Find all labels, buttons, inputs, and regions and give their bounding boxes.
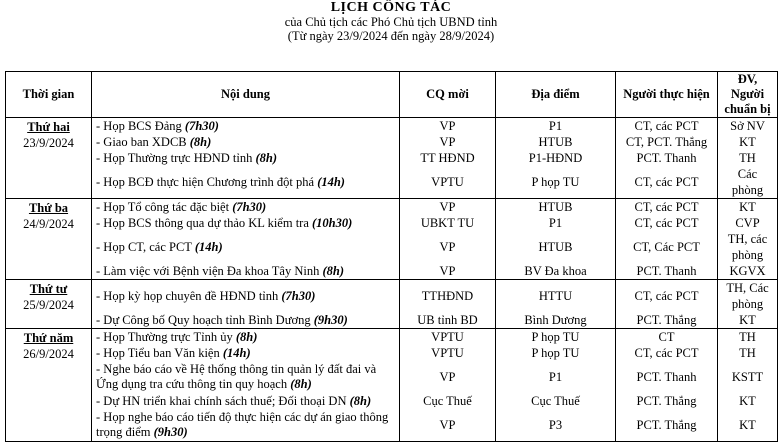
executor-cell: CT, các PCT (616, 166, 718, 199)
content-time: (8h) (255, 151, 278, 165)
table-row (6, 134, 778, 150)
location-cell: P1 (496, 215, 616, 231)
content-time: (14h) (317, 175, 345, 189)
preparer-cell: CVP (718, 215, 778, 231)
location-cell: P họp TU (496, 329, 616, 346)
table-header-row (6, 72, 778, 118)
location-cell: BV Đa khoa (496, 263, 616, 280)
executor-cell: CT, các PCT (616, 199, 718, 216)
doc-date-range: (Từ ngày 23/9/2024 đến ngày 28/9/2024) (287, 29, 495, 43)
inviter-cell: UB tỉnh BD (400, 312, 496, 329)
content-cell (92, 215, 400, 231)
content-cell (92, 280, 400, 313)
content-time: (14h) (194, 240, 223, 254)
content-text: - Họp Thường trực Tỉnh ủy (96, 330, 236, 344)
content-text: - Họp CT, các PCT (96, 240, 195, 254)
content-time: (7h30) (184, 119, 219, 133)
location-cell: HTTU (496, 280, 616, 313)
table-row (6, 215, 778, 231)
executor-cell: CT, các PCT (616, 280, 718, 313)
executor-cell: CT (616, 329, 718, 346)
inviter-cell: VP (400, 361, 496, 393)
preparer-cell: KT (718, 393, 778, 409)
table-row (6, 409, 778, 442)
day-cell (6, 329, 92, 442)
inviter-cell: TTHĐND (400, 280, 496, 313)
day-name: Thứ ba (28, 201, 69, 215)
executor-cell: CT, Các PCT (616, 231, 718, 263)
preparer-cell: KT (718, 409, 778, 442)
preparer-cell: KGVX (718, 263, 778, 280)
doc-title: LỊCH CÔNG TÁC (330, 0, 452, 15)
location-cell: HTUB (496, 199, 616, 216)
day-cell (6, 199, 92, 280)
executor-cell: CT, PCT. Thắng (616, 134, 718, 150)
location-cell: HTUB (496, 231, 616, 263)
content-text: - Họp nghe báo cáo tiến độ thực hiện các dự án giao thông trọng điểm (96, 410, 389, 439)
location-cell: P họp TU (496, 345, 616, 361)
preparer-cell: TH, các phòng (718, 231, 778, 263)
content-text: - Họp BCS Đảng (96, 119, 185, 133)
day-date: 25/9/2024 (23, 298, 74, 312)
content-time: (7h30) (232, 200, 267, 214)
table-row (6, 361, 778, 393)
content-text: - Họp Tiểu ban Văn kiện (96, 346, 223, 360)
inviter-cell: VP (400, 263, 496, 280)
inviter-cell: VPTU (400, 329, 496, 346)
col-header-time: Thời gian (6, 72, 92, 118)
content-text: - Giao ban XDCB (96, 135, 190, 149)
table-row (6, 345, 778, 361)
preparer-cell: KSTT (718, 361, 778, 393)
preparer-cell: TH (718, 150, 778, 166)
content-time: (14h) (222, 346, 251, 360)
inviter-cell: VP (400, 231, 496, 263)
location-cell: P1 (496, 118, 616, 135)
preparer-cell: Sở NV (718, 118, 778, 135)
inviter-cell: VPTU (400, 345, 496, 361)
location-cell: P1 (496, 361, 616, 393)
inviter-cell: VP (400, 134, 496, 150)
content-text: - Dự HN triển khai chính sách thuế; Đối thoại DN (96, 394, 350, 408)
table-row (6, 280, 778, 313)
location-cell: HTUB (496, 134, 616, 150)
executor-cell: CT, các PCT (616, 215, 718, 231)
executor-cell: PCT. Thanh (616, 263, 718, 280)
content-time: (10h30) (312, 216, 353, 230)
content-cell (92, 263, 400, 280)
preparer-cell: KT (718, 312, 778, 329)
location-cell: P họp TU (496, 166, 616, 199)
col-header-content: Nội dung (92, 72, 400, 118)
inviter-cell: UBKT TU (400, 215, 496, 231)
schedule-table (5, 71, 778, 442)
table-row (6, 199, 778, 216)
content-cell (92, 134, 400, 150)
inviter-cell: TT HĐND (400, 150, 496, 166)
preparer-cell: TH (718, 345, 778, 361)
content-cell (92, 312, 400, 329)
inviter-cell: VPTU (400, 166, 496, 199)
content-text: - Họp kỳ họp chuyên đề HĐND tỉnh (96, 289, 282, 303)
executor-cell: PCT. Thắng (616, 409, 718, 442)
table-row (6, 231, 778, 263)
preparer-cell: TH, Các phòng (718, 280, 778, 313)
col-header-inviter: CQ mời (400, 72, 496, 118)
location-cell: Cục Thuế (496, 393, 616, 409)
content-cell (92, 393, 400, 409)
preparer-cell: KT (718, 199, 778, 216)
day-name: Thứ năm (23, 331, 74, 345)
table-row (6, 150, 778, 166)
content-time: (8h) (322, 264, 344, 278)
table-row (6, 393, 778, 409)
content-text: - Họp Tổ công tác đặc biệt (96, 200, 233, 214)
content-cell (92, 409, 400, 442)
doc-subtitle: của Chủ tịch các Phó Chủ tịch UBND tỉnh (284, 15, 498, 29)
col-header-preparer: ĐV, Người chuẩn bị (718, 72, 778, 118)
inviter-cell: VP (400, 409, 496, 442)
executor-cell: CT, các PCT (616, 345, 718, 361)
table-row (6, 166, 778, 199)
content-text: - Dự Công bố Quy hoạch tỉnh Bình Dương (96, 313, 314, 327)
location-cell: P3 (496, 409, 616, 442)
executor-cell: PCT. Thắng (616, 312, 718, 329)
day-date: 24/9/2024 (23, 217, 74, 231)
table-row (6, 263, 778, 280)
inviter-cell: VP (400, 199, 496, 216)
content-time: (8h) (235, 330, 258, 344)
table-row (6, 329, 778, 346)
preparer-cell: KT (718, 134, 778, 150)
content-time: (8h) (349, 394, 372, 408)
content-cell (92, 166, 400, 199)
content-text: - Họp BCĐ thực hiện Chương trình đột phá (96, 175, 318, 189)
day-cell (6, 280, 92, 329)
content-text: - Họp Thường trực HĐND tỉnh (96, 151, 256, 165)
location-cell: Bình Dương (496, 312, 616, 329)
content-time: (7h30) (281, 289, 316, 303)
day-date: 23/9/2024 (23, 136, 74, 150)
col-header-executor: Người thực hiện (616, 72, 718, 118)
executor-cell: CT, các PCT (616, 118, 718, 135)
preparer-cell: Các phòng (718, 166, 778, 199)
content-cell (92, 118, 400, 135)
col-header-location: Địa điểm (496, 72, 616, 118)
content-cell (92, 361, 400, 393)
executor-cell: PCT. Thanh (616, 150, 718, 166)
content-cell (92, 231, 400, 263)
day-cell (6, 118, 92, 199)
content-text: - Nghe báo cáo về Hệ thống thông tin quản lý đất đai và Ứng dụng tra cứu thông tin quy hoạch (96, 362, 377, 391)
location-cell: P1-HĐND (496, 150, 616, 166)
preparer-cell: TH (718, 329, 778, 346)
day-name: Thứ tư (29, 282, 68, 296)
inviter-cell: VP (400, 118, 496, 135)
table-row (6, 118, 778, 135)
day-date: 26/9/2024 (23, 347, 74, 361)
content-time: (8h) (290, 377, 312, 391)
content-time: (9h30) (153, 425, 188, 439)
content-text: - Làm việc với Bệnh viện Đa khoa Tây Ninh (96, 264, 323, 278)
content-cell (92, 150, 400, 166)
content-time: (9h30) (313, 313, 348, 327)
inviter-cell: Cục Thuế (400, 393, 496, 409)
schedule-body (6, 118, 778, 442)
table-row (6, 312, 778, 329)
content-text: - Họp BCS thông qua dự thảo KL kiểm tra (96, 216, 313, 230)
content-cell (92, 345, 400, 361)
executor-cell: PCT. Thắng (616, 393, 718, 409)
content-cell (92, 329, 400, 346)
day-name: Thứ hai (27, 120, 70, 134)
content-cell (92, 199, 400, 216)
content-time: (8h) (189, 135, 212, 149)
executor-cell: PCT. Thanh (616, 361, 718, 393)
